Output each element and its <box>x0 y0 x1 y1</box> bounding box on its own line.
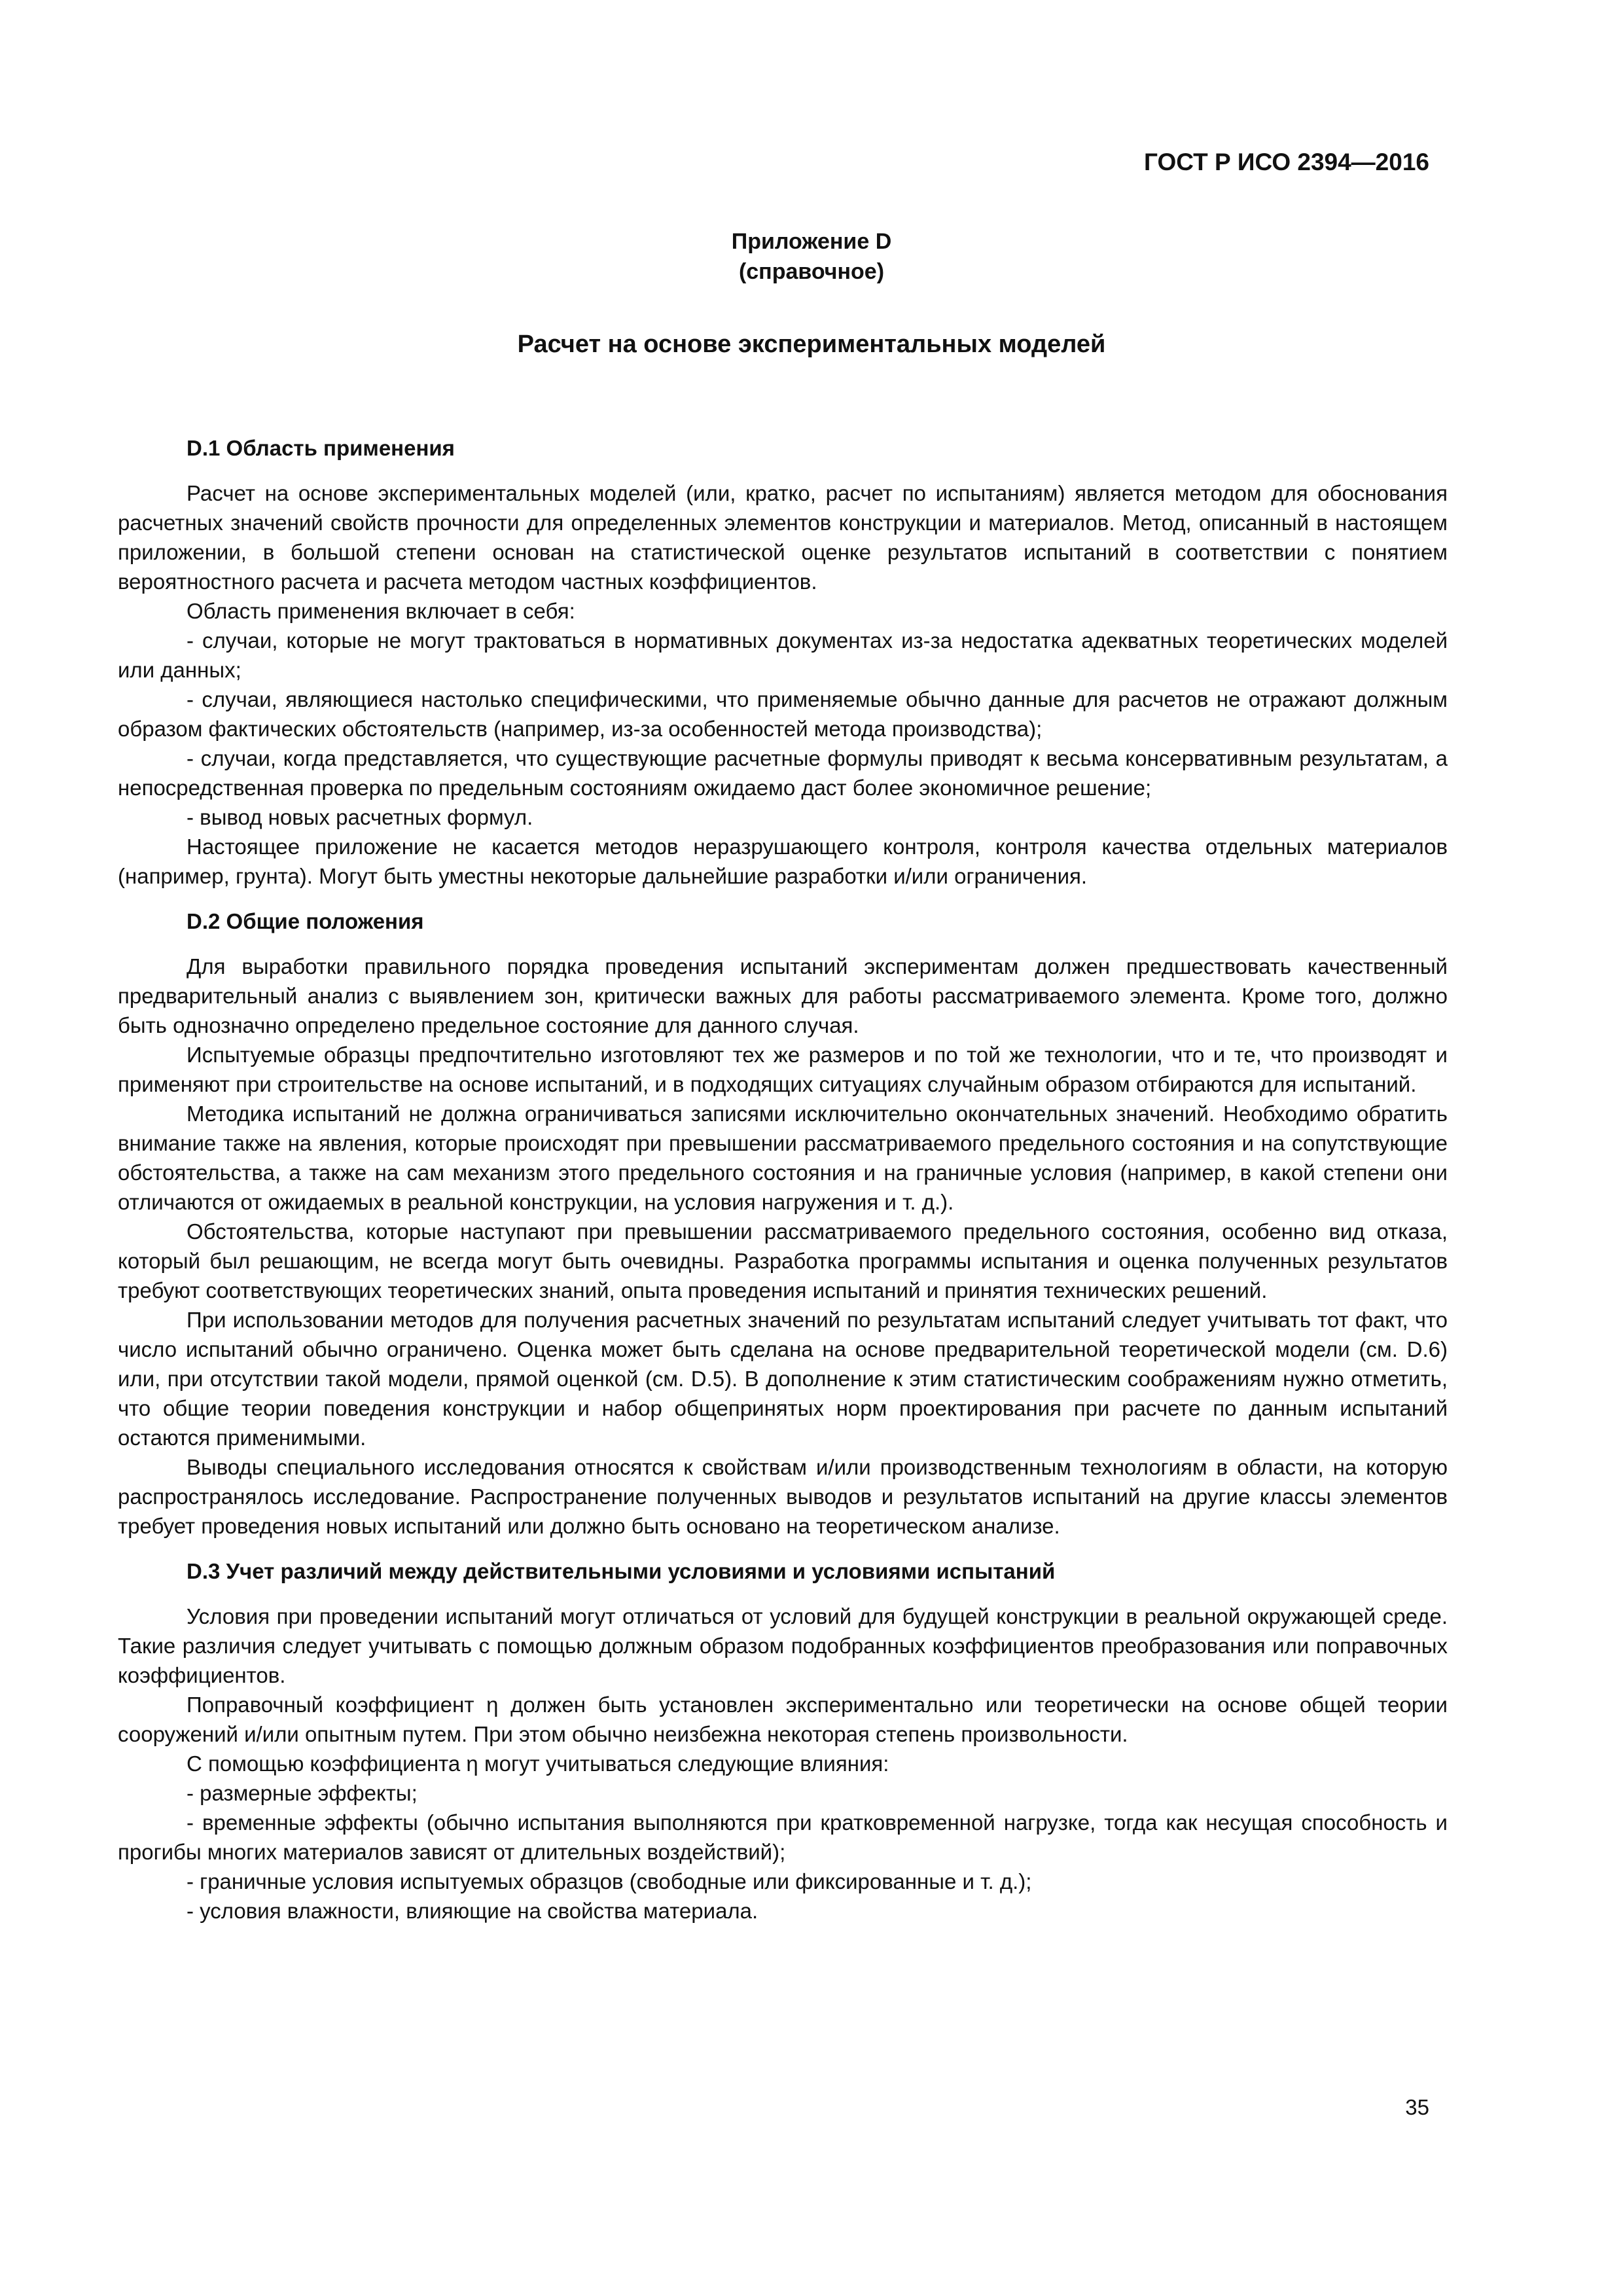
section-heading: D.1 Область применения <box>187 436 455 460</box>
appendix-label: Приложение D <box>731 229 892 254</box>
section-d2 <box>118 906 1448 1541</box>
section-heading: D.3 Учет различий между действительными условиями и условиями испытаний <box>187 1559 1056 1583</box>
list-item: - граничные условия испытуемых образцов (свободные или фиксированные и т. д.); <box>187 1869 1032 1893</box>
document-body <box>118 433 1448 1941</box>
paragraph: С помощью коэффициента η могут учитываться следующие влияния: <box>187 1751 889 1776</box>
appendix-heading <box>0 226 1623 287</box>
paragraph: Для выработки правильного порядка проведения испытаний экспериментам должен предшествовать качественный предварительный анализ с выявлением зон, критически важных для работы рассматриваемого элемента. Кроме того, должно быть однозначно определено предельное состояние для данного случая. <box>118 954 1448 1037</box>
list-item: - случаи, являющиеся настолько специфическими, что применяемые обычно данные для расчетов не отражают должным образом фактических обстоятельств (например, из-за особенностей метода производства); <box>118 687 1448 741</box>
section-d3 <box>118 1556 1448 1926</box>
list-item: - временные эффекты (обычно испытания выполняются при кратковременной нагрузке, тогда как несущая способность и прогибы многих материалов зависят от длительных воздействий); <box>118 1810 1448 1864</box>
paragraph: Методика испытаний не должна ограничиваться записями исключительно окончательных значений. Необходимо обратить внимание также на явления, которые происходят при превышении рассматриваемого предельного состояния и на сопутствующие обстоятельства, а также на сам механизм этого предельного состояния и на граничные условия (например, в какой степени они отличаются от ожидаемых в реальной конструкции, на условия нагружения и т. д.). <box>118 1102 1448 1214</box>
section-heading: D.2 Общие положения <box>187 909 424 933</box>
paragraph: Обстоятельства, которые наступают при превышении рассматриваемого предельного состояния, особенно вид отказа, который был решающим, не всегда могут быть очевидны. Разработка программы испытания и оценка полученных результатов требуют соответствующих теоретических знаний, опыта проведения испытаний и принятия технических решений. <box>118 1219 1448 1302</box>
paragraph: Расчет на основе экспериментальных моделей (или, кратко, расчет по испытаниям) является методом для обоснования расчетных значений свойств прочности для определенных элементов конструкции и материалов. Метод, описанный в настоящем приложении, в большой степени основан на статистической оценке результатов испытаний в соответствии с понятием вероятностного расчета и расчета методом частных коэффициентов. <box>118 481 1448 594</box>
appendix-type: (справочное) <box>738 259 885 284</box>
paragraph: Условия при проведении испытаний могут отличаться от условий для будущей конструкции в реальной окружающей среде. Такие различия следует учитывать с помощью должным образом подобранных коэффициентов преобразования или поправочных коэффициентов. <box>118 1604 1448 1687</box>
standard-code: ГОСТ Р ИСО 2394—2016 <box>1144 149 1429 175</box>
section-d1 <box>118 433 1448 891</box>
list-item: - вывод новых расчетных формул. <box>187 805 533 829</box>
list-item: - случаи, когда представляется, что существующие расчетные формулы приводят к весьма консервативным результатам, а непосредственная проверка по предельным состояниям ожидаемо даст более экономичное решение; <box>118 746 1448 800</box>
list-item: - размерные эффекты; <box>187 1781 418 1805</box>
paragraph: Выводы специального исследования относятся к свойствам и/или производственным технологиям в области, на которую распространялось исследование. Распространение полученных выводов и результатов испытаний на другие классы элементов требует проведения новых испытаний или должно быть основано на теоретическом анализе. <box>118 1455 1448 1538</box>
paragraph: При использовании методов для получения расчетных значений по результатам испытаний следует учитывать тот факт, что число испытаний обычно ограничено. Оценка может быть сделана на основе предварительной теоретической модели (см. D.6) или, при отсутствии такой модели, прямой оценкой (см. D.5). В дополнение к этим статистическим соображениям нужно отметить, что общие теории поведения конструкции и набор общепринятых норм проектирования при расчете по данным испытаний остаются применимыми. <box>118 1308 1448 1450</box>
paragraph: Испытуемые образцы предпочтительно изготовляют тех же размеров и по той же технологии, что и те, что производят и применяют при строительстве на основе испытаний, и в подходящих ситуациях случайным образом отбираются для испытаний. <box>118 1043 1448 1096</box>
page-number: 35 <box>1405 2095 1429 2119</box>
paragraph: Область применения включает в себя: <box>187 599 575 623</box>
list-item: - случаи, которые не могут трактоваться в нормативных документах из-за недостатка адекватных теоретических моделей или данных; <box>118 628 1448 682</box>
appendix-title: Расчет на основе экспериментальных моделей <box>517 331 1106 358</box>
paragraph: Настоящее приложение не касается методов неразрушающего контроля, контроля качества отдельных материалов (например, грунта). Могут быть уместны некоторые дальнейшие разработки и/или ограничения. <box>118 834 1448 888</box>
paragraph: Поправочный коэффициент η должен быть установлен экспериментально или теоретически на основе общей теории сооружений и/или опытным путем. При этом обычно неизбежна некоторая степень произвольности. <box>118 1693 1448 1746</box>
list-item: - условия влажности, влияющие на свойства материала. <box>187 1899 758 1923</box>
